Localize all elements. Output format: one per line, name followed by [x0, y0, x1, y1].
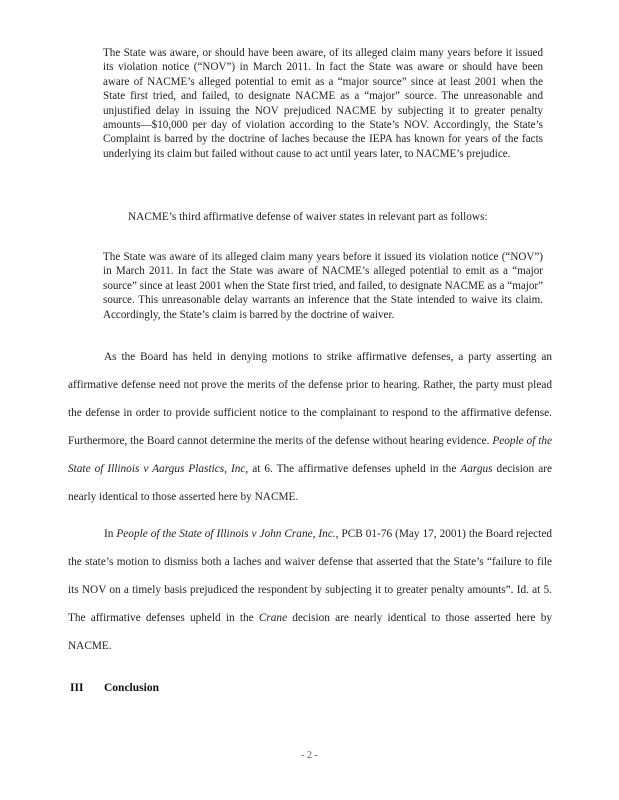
- page-number: - 2 -: [301, 750, 318, 761]
- laches-defense-quote: The State was aware, or should have been aware, of its alleged claim many years before it issued its violation notice (“NOV”) in March 2011. In fact the State was aware or should have been aware of NACME’s alleged potential to emit as a “major source” since at least 2001 when the State first tried, and failed, to designate NACME as a “major” source. The unreasonable and unjustified delay in issuing the NOV prejudiced NACME by subjecting it to greater penalty amounts—$10,000 per day of violation according to the State’s NOV. Accordingly, the State’s Complaint is barred by the doctrine of laches because the IEPA has known for years of the facts underlying its claim but failed without cause to act until years later, to NACME’s prejudice.: [103, 47, 543, 160]
- aargus-text-1: As the Board has held in denying motions to strike affirmative defenses, a party asserting an affirmative defense need not prove the merits of the defense prior to hearing. Rather, the party must plead the defense in order to provide sufficient notice to the complainant to respond to the affirmative defense. Furthermore, the Board cannot determine the merits of the defense without hearing evidence.: [68, 351, 552, 447]
- waiver-defense-quote: The State was aware of its alleged claim many years before it issued its violation notice (“NOV”) in March 2011. In fact the State was aware of NACME’s alleged potential to emit as a “major source” since at least 2001 when the State first tried, and failed, to designate NACME as a “major” source. This unreasonable delay warrants an inference that the State intended to waive its claim. Accordingly, the State’s claim is barred by the doctrine of waiver.: [103, 251, 543, 321]
- section-title: Conclusion: [104, 682, 159, 694]
- aargus-text-2: , at 6. The affirmative defenses upheld in the: [245, 463, 461, 475]
- crane-text-1: , PCB 01-76 (May 17, 2001) the Board rejected the state’s motion to dismiss both a laches and waiver defense that asserted that the State’s “failure to file its NOV on a timely basis prejudiced the respondent by subjecting it to greater penalty amounts”. Id. at 5. The affirmative defenses upheld in the: [68, 528, 552, 624]
- crane-case-short: Crane: [258, 612, 288, 624]
- aargus-case-short: Aargus: [460, 463, 493, 475]
- section-heading: [70, 682, 159, 694]
- crane-paragraph: [68, 520, 552, 660]
- section-number: III: [70, 682, 84, 694]
- aargus-paragraph: [68, 343, 552, 511]
- waiver-defense-intro: NACME’s third affirmative defense of waiver states in relevant part as follows:: [128, 211, 488, 223]
- crane-text-2: decision are nearly identical to those asserted here by NACME.: [68, 612, 552, 652]
- aargus-text-3: decision are nearly identical to those asserted here by NACME.: [68, 463, 552, 503]
- aargus-case-citation: People of the State of Illinois v Aargus Plastics, Inc: [68, 435, 552, 475]
- crane-text-0: In: [104, 528, 117, 540]
- crane-case-citation: People of the State of Illinois v John Crane, Inc.: [116, 528, 336, 540]
